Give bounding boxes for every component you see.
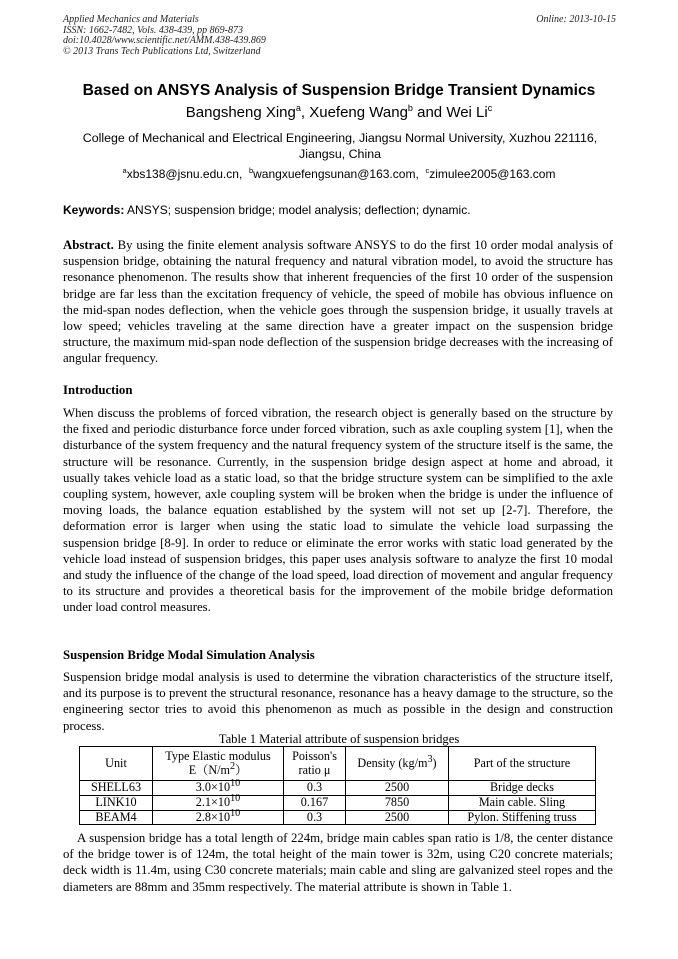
modulus-exponent: 10	[230, 777, 241, 789]
header-line: E（N/m	[188, 762, 231, 777]
table-cell: 2500	[346, 781, 449, 796]
email-superscript: b	[248, 166, 254, 175]
table-cell: 0.3	[284, 810, 346, 825]
keywords	[63, 203, 616, 217]
author-superscript: b	[407, 103, 413, 113]
header-cell	[153, 747, 284, 781]
header-line: Type Elastic modulus	[165, 748, 271, 763]
table-cell: BEAM4	[80, 810, 153, 825]
modulus-exponent: 10	[230, 792, 241, 804]
author-name: Wei Li	[446, 104, 488, 121]
online-date: Online: 2013-10-15	[536, 14, 616, 25]
section-heading: Suspension Bridge Modal Simulation Analysis	[63, 648, 315, 662]
section-text: Suspension bridge modal analysis is used to determine the vibration characteristics of the structure itself, and its purpose is to prevent the structural resonance, resonance has a heavy damage to the structure, so the engineering sector tries to avoid this phenomenon as much as possible in the design and construction process.	[63, 670, 613, 733]
keywords-label: Keywords:	[63, 203, 125, 217]
table-cell: LINK10	[80, 795, 153, 810]
table-cell: 2500	[346, 810, 449, 825]
journal-name: Applied Mechanics and Materials	[63, 14, 199, 25]
header-superscript: 2	[230, 760, 236, 772]
header-cell: Unit	[80, 747, 153, 781]
journal-header	[63, 15, 616, 57]
table-caption: Table 1 Material attribute of suspension bridges	[218, 732, 460, 746]
author-name: Bangsheng Xing	[185, 104, 296, 121]
table-row	[80, 810, 596, 825]
table-cell	[153, 777, 284, 796]
modulus-exponent: 10	[230, 807, 241, 819]
header-cell	[346, 747, 449, 781]
table-header-row	[80, 747, 596, 781]
introduction-heading: Introduction	[63, 383, 133, 397]
table-row	[80, 795, 596, 810]
affiliation: College of Mechanical and Electrical Engineering, Jiangsu Normal University, Xuzhou 221116, Jiangsu, China	[82, 131, 598, 161]
author-superscript: c	[487, 103, 493, 113]
abstract-text: By using the finite element analysis software ANSYS to do the first 10 order modal analysis of suspension bridge, obtaining the natural frequency and natural vibration model, to avoid the structure has resonance phenomenon. The results show that inherent frequencies of the first 10 order of the suspension bridge are far less than the excitation frequency of vehicle, the speed of mobile has obvious influence on the mid-span nodes deflection, when the vehicle goes through the suspension bridge, it usually travels at low speed; vehicles traveling at the same direction have a greater impact on the suspension bridge structure, the maximum mid-span node deflection of the suspension bridge decreases with the increasing of angular frequency.	[63, 238, 614, 366]
author-name: Xuefeng Wang	[309, 104, 408, 121]
table-cell: Bridge decks	[449, 781, 596, 796]
abstract	[63, 237, 613, 367]
header-cell: Part of the structure	[449, 747, 596, 781]
author-separator: and	[412, 104, 447, 121]
table-cell: 7850	[346, 795, 449, 810]
doi: doi:10.4028/www.scientific.net/AMM.438-439.869	[63, 35, 266, 47]
email-superscript: c	[425, 166, 430, 175]
author-superscript: a	[295, 103, 301, 113]
table-cell: 0.3	[284, 781, 346, 796]
header-line: Poisson's	[292, 748, 337, 763]
modulus-base: 2.1×10	[195, 794, 231, 809]
header-line: ratio μ	[298, 762, 331, 777]
modulus-base: 2.8×10	[195, 809, 231, 824]
post-table-text: A suspension bridge has a total length of 224m, bridge main cables span ratio is 1/8, the center distance of the bridge tower is of 124m, the total height of the main tower is 32m, using C20 concrete materials; deck width is 11.4m, using C30 concrete materials; main cable and sling are galvanized steel ropes and the diameters are 88mm and 35mm respectively. The material attribute is shown in Table 1.	[63, 831, 613, 894]
email-superscript: a	[122, 166, 127, 175]
header-line: )	[432, 755, 437, 770]
copyright: © 2013 Trans Tech Publications Ltd, Switzerland	[63, 45, 261, 57]
email-address[interactable]: wangxuefengsunan@163.com	[253, 167, 416, 181]
table-cell	[153, 807, 284, 825]
table-cell: Main cable. Sling	[449, 795, 596, 810]
table-cell: 0.167	[284, 795, 346, 810]
table-cell: SHELL63	[80, 781, 153, 796]
material-table	[79, 746, 596, 825]
email-address[interactable]: zimulee2005@163.com	[429, 167, 556, 181]
table-cell: Pylon. Stiffening truss	[449, 810, 596, 825]
issn: ISSN: 1662-7482, Vols. 438-439, pp 869-873	[63, 24, 243, 36]
modulus-base: 3.0×10	[195, 780, 231, 794]
table-cell	[153, 792, 284, 810]
introduction-text: When discuss the problems of forced vibration, the research object is generally based on the structure by the fixed and periodic disturbance force under forced vibration, such as axle coupling system [1], when the disturbance of the system frequency and the natural frequency system of the structure itself is the same, the structure will be resonance. Currently, in the suspension bridge design aspect at home and abroad, it usually takes vehicle load as a static load, so that the bridge structure system can be simplified to the axle coupling system, however, axle coupling system will be broken when the bridge is under the influence of moving loads, the balance equation established by the system will not set up [2-7]. Therefore, the deformation error is larger when using the static load to simulate the vehicle load surpassing the suspension bridge [8-9]. In order to reduce or eliminate the error works with static load generated by the vehicle load instead of suspension bridges, this paper uses analysis software to analyze the first 10 modal and study the influence of the change of the load speed, load direction of movement and angular frequency to its structure and provides a theoretical basis for the improvement of the mobile bridge deformation under load control measures.	[63, 406, 613, 615]
header-line: ）	[235, 762, 248, 777]
header-cell	[284, 747, 346, 781]
email-address[interactable]: xbs138@jsnu.edu.cn	[126, 167, 239, 181]
table-row	[80, 781, 596, 796]
abstract-label: Abstract.	[63, 238, 114, 252]
author-list	[0, 104, 678, 121]
author-separator: ,	[300, 104, 310, 121]
header-superscript: 3	[427, 753, 433, 765]
paper-title: Based on ANSYS Analysis of Suspension Bridge Transient Dynamics	[82, 82, 596, 99]
header-line: Density (kg/m	[357, 755, 428, 770]
email-list: $^a$xbs138@jsnu.edu.cn, $^b$wangxuefengsunan@163.com, $^c$zimulee2005@163.com	[122, 166, 556, 181]
keywords-text: ANSYS; suspension bridge; model analysis; deflection; dynamic.	[127, 203, 471, 217]
